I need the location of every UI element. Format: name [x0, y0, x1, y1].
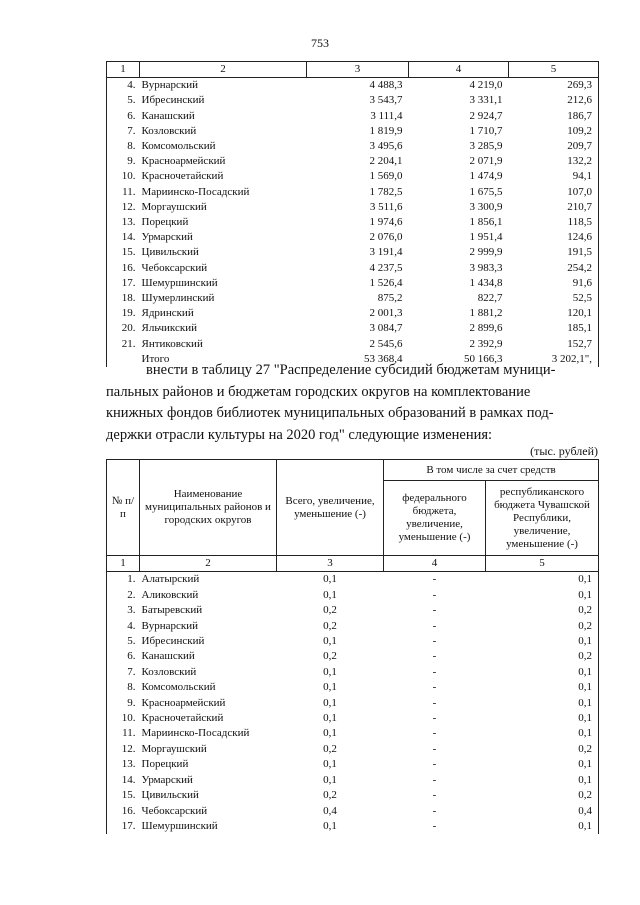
- total-value: 53 368,4: [364, 352, 403, 365]
- district-name: Итого: [141, 352, 170, 365]
- total-value: 0,2: [323, 619, 337, 632]
- row-number: 16.: [107, 804, 140, 819]
- row-number: 6.: [107, 109, 140, 124]
- federal-value: 1 675,5: [469, 185, 503, 198]
- table-row: [107, 230, 599, 245]
- federal-value: -: [432, 635, 437, 648]
- republic-value: 0,2: [486, 742, 599, 757]
- federal-value: 822,7: [477, 292, 503, 305]
- republic-value: 0,2: [486, 788, 599, 803]
- total-value: 875,2: [377, 292, 403, 305]
- district-name: Шемуршинский: [141, 276, 218, 289]
- district-name: Урмарский: [141, 231, 193, 244]
- federal-value: -: [432, 665, 437, 678]
- row-number: 2.: [107, 588, 140, 603]
- federal-value: 1 474,9: [469, 170, 503, 183]
- row-number: 8.: [107, 680, 140, 695]
- table-row: [107, 742, 599, 757]
- republic-value: 94,1: [509, 169, 599, 184]
- total-value: 0,1: [323, 681, 337, 694]
- district-name: Мариинско-Посадский: [141, 185, 250, 198]
- district-name: Янтиковский: [141, 337, 203, 350]
- total-value: 0,1: [323, 588, 337, 601]
- total-value: 4 488,3: [369, 79, 403, 92]
- table-row: [107, 139, 599, 154]
- total-value: 1 974,6: [369, 216, 403, 229]
- federal-value: 1 951,4: [469, 231, 503, 244]
- amendment-paragraph: [106, 360, 598, 446]
- republic-value: 3 202,1",: [509, 352, 599, 367]
- subsidy-table-continued: [106, 61, 599, 367]
- republic-value: 0,1: [486, 757, 599, 772]
- republic-value: 91,6: [509, 276, 599, 291]
- row-number: 11.: [107, 726, 140, 741]
- paragraph-line: держки отрасли культуры на 2020 год" следующие изменения:: [106, 426, 493, 443]
- total-value: 0,1: [323, 819, 337, 832]
- total-value: 3 495,6: [369, 140, 403, 153]
- republic-value: 185,1: [509, 321, 599, 336]
- row-number: 7.: [107, 124, 140, 139]
- col-number: 4: [384, 556, 486, 572]
- table-row: [107, 337, 599, 352]
- federal-value: -: [432, 681, 437, 694]
- district-name: Козловский: [141, 124, 197, 137]
- total-value: 1 526,4: [369, 276, 403, 289]
- header-group: В том числе за счет средств: [384, 460, 599, 481]
- district-name: Цивильский: [141, 246, 199, 259]
- federal-value: 3 983,3: [469, 261, 503, 274]
- row-number: 17.: [107, 276, 140, 291]
- table-row: [107, 245, 599, 260]
- federal-value: -: [432, 727, 437, 740]
- total-value: 3 084,7: [369, 322, 403, 335]
- row-number: 12.: [107, 742, 140, 757]
- total-value: 0,1: [323, 758, 337, 771]
- republic-value: 0,1: [486, 588, 599, 603]
- federal-value: -: [432, 604, 437, 617]
- row-number: 10.: [107, 169, 140, 184]
- total-value: 1 569,0: [369, 170, 403, 183]
- federal-value: -: [432, 742, 437, 755]
- republic-value: 212,6: [509, 93, 599, 108]
- district-name: Ибресинский: [141, 635, 205, 648]
- district-name: Комсомольский: [141, 140, 216, 153]
- table-row: [107, 276, 599, 291]
- row-number: 13.: [107, 757, 140, 772]
- col-number: 1: [107, 62, 140, 78]
- republic-value: 0,1: [486, 572, 599, 588]
- republic-value: 0,1: [486, 711, 599, 726]
- federal-value: -: [432, 773, 437, 786]
- page-number: 753: [311, 36, 329, 50]
- paragraph-line: пальных районов и бюджетам городских округов на комплектование: [106, 383, 531, 400]
- district-name: Цивильский: [141, 789, 199, 802]
- district-name: Моргаушский: [141, 200, 207, 213]
- federal-value: 3 285,9: [469, 140, 503, 153]
- total-value: 0,1: [323, 573, 337, 586]
- federal-value: 2 899,6: [469, 322, 503, 335]
- table-row: [107, 696, 599, 711]
- total-value: 4 237,5: [369, 261, 403, 274]
- total-value: 1 782,5: [369, 185, 403, 198]
- district-name: Вурнарский: [141, 619, 198, 632]
- district-name: Красночетайский: [141, 712, 224, 725]
- table-row: [107, 603, 599, 618]
- federal-value: -: [432, 804, 437, 817]
- total-value: 0,2: [323, 789, 337, 802]
- table-row: [107, 634, 599, 649]
- republic-value: 210,7: [509, 200, 599, 215]
- row-number: 5.: [107, 93, 140, 108]
- table-row: [107, 619, 599, 634]
- federal-value: 1 856,1: [469, 216, 503, 229]
- row-number: 7.: [107, 665, 140, 680]
- federal-value: -: [432, 588, 437, 601]
- row-number: 19.: [107, 306, 140, 321]
- col-number: 2: [140, 62, 307, 78]
- total-value: 2 204,1: [369, 155, 403, 168]
- table-row: [107, 185, 599, 200]
- total-value: 0,1: [323, 665, 337, 678]
- row-number: 3.: [107, 603, 140, 618]
- district-name: Батыревский: [141, 604, 203, 617]
- federal-value: 1 710,7: [469, 124, 503, 137]
- paragraph-line: книжных фондов библиотек муниципальных образований в рамках под-: [106, 405, 554, 421]
- header-num: № п/п: [107, 460, 140, 556]
- table-row: [107, 169, 599, 184]
- total-value: 0,1: [323, 712, 337, 725]
- district-name: Алатырский: [141, 573, 200, 586]
- table-row: [107, 93, 599, 108]
- table-row: [107, 757, 599, 772]
- federal-value: -: [432, 650, 437, 663]
- table-row: [107, 680, 599, 695]
- district-name: Мариинско-Посадский: [141, 727, 250, 740]
- federal-value: 2 924,7: [469, 109, 503, 122]
- table-row: [107, 649, 599, 664]
- table-row: [107, 804, 599, 819]
- row-number: 4.: [107, 619, 140, 634]
- row-number: 12.: [107, 200, 140, 215]
- header-federal: федерального бюджета, увеличение, уменьшение (-): [384, 481, 486, 556]
- row-number: 10.: [107, 711, 140, 726]
- district-name: Красночетайский: [141, 170, 224, 183]
- row-number: 11.: [107, 185, 140, 200]
- row-number: 1.: [107, 572, 140, 588]
- total-value: 3 543,7: [369, 94, 403, 107]
- republic-value: 254,2: [509, 261, 599, 276]
- table-header-row: [107, 460, 599, 481]
- republic-value: 0,1: [486, 819, 599, 834]
- federal-value: 2 999,9: [469, 246, 503, 259]
- republic-value: 109,2: [509, 124, 599, 139]
- republic-value: 0,1: [486, 680, 599, 695]
- republic-value: 152,7: [509, 337, 599, 352]
- row-number: 21.: [107, 337, 140, 352]
- col-number: 3: [277, 556, 384, 572]
- col-number: 3: [307, 62, 409, 78]
- table-row: [107, 665, 599, 680]
- col-number: 2: [140, 556, 277, 572]
- district-name: Чебоксарский: [141, 261, 208, 274]
- republic-value: 186,7: [509, 109, 599, 124]
- district-name: Канашский: [141, 650, 195, 663]
- federal-value: 50 166,3: [464, 352, 503, 365]
- table-row: [107, 321, 599, 336]
- total-value: 0,2: [323, 650, 337, 663]
- republic-value: 107,0: [509, 185, 599, 200]
- row-number: 17.: [107, 819, 140, 834]
- table-row: [107, 588, 599, 603]
- republic-value: 52,5: [509, 291, 599, 306]
- total-value: 0,4: [323, 804, 337, 817]
- republic-value: 118,5: [509, 215, 599, 230]
- district-name: Вурнарский: [141, 79, 198, 92]
- federal-value: 3 331,1: [469, 94, 503, 107]
- table-row: [107, 109, 599, 124]
- republic-value: 0,1: [486, 773, 599, 788]
- table-row: [107, 200, 599, 215]
- table-row: [107, 124, 599, 139]
- republic-value: 0,1: [486, 665, 599, 680]
- district-name: Аликовский: [141, 588, 199, 601]
- republic-value: 124,6: [509, 230, 599, 245]
- federal-value: -: [432, 712, 437, 725]
- district-name: Шумерлинский: [141, 292, 215, 305]
- total-value: 3 191,4: [369, 246, 403, 259]
- row-number: 9.: [107, 154, 140, 169]
- district-name: Красноармейский: [141, 155, 226, 168]
- row-number: 18.: [107, 291, 140, 306]
- republic-value: 0,1: [486, 726, 599, 741]
- row-number: 13.: [107, 215, 140, 230]
- row-number: 14.: [107, 773, 140, 788]
- district-name: Шемуршинский: [141, 819, 218, 832]
- table-row: [107, 572, 599, 588]
- republic-value: 0,1: [486, 696, 599, 711]
- total-value: 3 511,6: [369, 200, 403, 213]
- republic-value: 132,2: [509, 154, 599, 169]
- district-name: Козловский: [141, 665, 197, 678]
- district-name: Порецкий: [141, 758, 189, 771]
- header-republic: республиканского бюджета Чувашской Республики, увеличение, уменьшение (-): [486, 481, 599, 556]
- total-value: 0,1: [323, 696, 337, 709]
- district-name: Яльчикский: [141, 322, 197, 335]
- federal-value: -: [432, 758, 437, 771]
- row-number: 5.: [107, 634, 140, 649]
- header-name: Наименование муниципальных районов и городских округов: [140, 460, 277, 556]
- total-value: 2 545,6: [369, 337, 403, 350]
- republic-value: 269,3: [509, 78, 599, 94]
- row-number: 6.: [107, 649, 140, 664]
- total-value: 0,2: [323, 604, 337, 617]
- federal-value: 1 881,2: [469, 307, 503, 320]
- district-name: Порецкий: [141, 216, 189, 229]
- unit-label: (тыс. рублей): [530, 444, 598, 458]
- republic-value: 0,2: [486, 619, 599, 634]
- total-value: 0,1: [323, 727, 337, 740]
- federal-value: 2 071,9: [469, 155, 503, 168]
- district-name: Красноармейский: [141, 696, 226, 709]
- district-name: Ибресинский: [141, 94, 205, 107]
- table-row: [107, 261, 599, 276]
- federal-value: -: [432, 819, 437, 832]
- district-name: Ядринский: [141, 307, 194, 320]
- district-name: Канашский: [141, 109, 195, 122]
- republic-value: 0,2: [486, 649, 599, 664]
- federal-value: -: [432, 696, 437, 709]
- total-value: 3 111,4: [370, 109, 403, 122]
- republic-value: 120,1: [509, 306, 599, 321]
- republic-value: 191,5: [509, 245, 599, 260]
- republic-value: 209,7: [509, 139, 599, 154]
- header-total: Всего, увеличение, уменьшение (-): [277, 460, 384, 556]
- table-row: [107, 291, 599, 306]
- total-value: 2 001,3: [369, 307, 403, 320]
- table-row: [107, 154, 599, 169]
- district-name: Комсомольский: [141, 681, 216, 694]
- district-name: Чебоксарский: [141, 804, 208, 817]
- table-row: [107, 711, 599, 726]
- total-value: 0,1: [323, 635, 337, 648]
- table-row: [107, 78, 599, 94]
- table-row: [107, 215, 599, 230]
- table-row: [107, 819, 599, 834]
- federal-value: 3 300,9: [469, 200, 503, 213]
- table-row: [107, 788, 599, 803]
- republic-value: 0,2: [486, 603, 599, 618]
- federal-value: 4 219,0: [469, 79, 503, 92]
- row-number: 14.: [107, 230, 140, 245]
- col-number: 5: [509, 62, 599, 78]
- republic-value: 0,1: [486, 634, 599, 649]
- table-row: [107, 726, 599, 741]
- republic-value: 0,4: [486, 804, 599, 819]
- col-number: 5: [486, 556, 599, 572]
- total-value: 1 819,9: [369, 124, 403, 137]
- total-value: 0,1: [323, 773, 337, 786]
- total-value: 0,2: [323, 742, 337, 755]
- paragraph-line: внести в таблицу 27 "Распределение субсидий бюджетам муници-: [146, 362, 556, 378]
- table-row: [107, 306, 599, 321]
- row-number: 16.: [107, 261, 140, 276]
- row-number: 15.: [107, 245, 140, 260]
- federal-value: -: [432, 789, 437, 802]
- table-row: [107, 773, 599, 788]
- row-number: 20.: [107, 321, 140, 336]
- col-number: 4: [409, 62, 509, 78]
- district-name: Урмарский: [141, 773, 193, 786]
- federal-value: -: [432, 619, 437, 632]
- column-number-row: [107, 62, 599, 78]
- library-subsidy-changes-table: [106, 459, 599, 834]
- row-number: 4.: [107, 78, 140, 94]
- district-name: Моргаушский: [141, 742, 207, 755]
- federal-value: 1 434,8: [469, 276, 503, 289]
- row-number: 9.: [107, 696, 140, 711]
- col-number: 1: [107, 556, 140, 572]
- federal-value: -: [432, 573, 437, 586]
- federal-value: 2 392,9: [469, 337, 503, 350]
- total-value: 2 076,0: [369, 231, 403, 244]
- column-number-row: [107, 556, 599, 572]
- row-number: 8.: [107, 139, 140, 154]
- row-number: 15.: [107, 788, 140, 803]
